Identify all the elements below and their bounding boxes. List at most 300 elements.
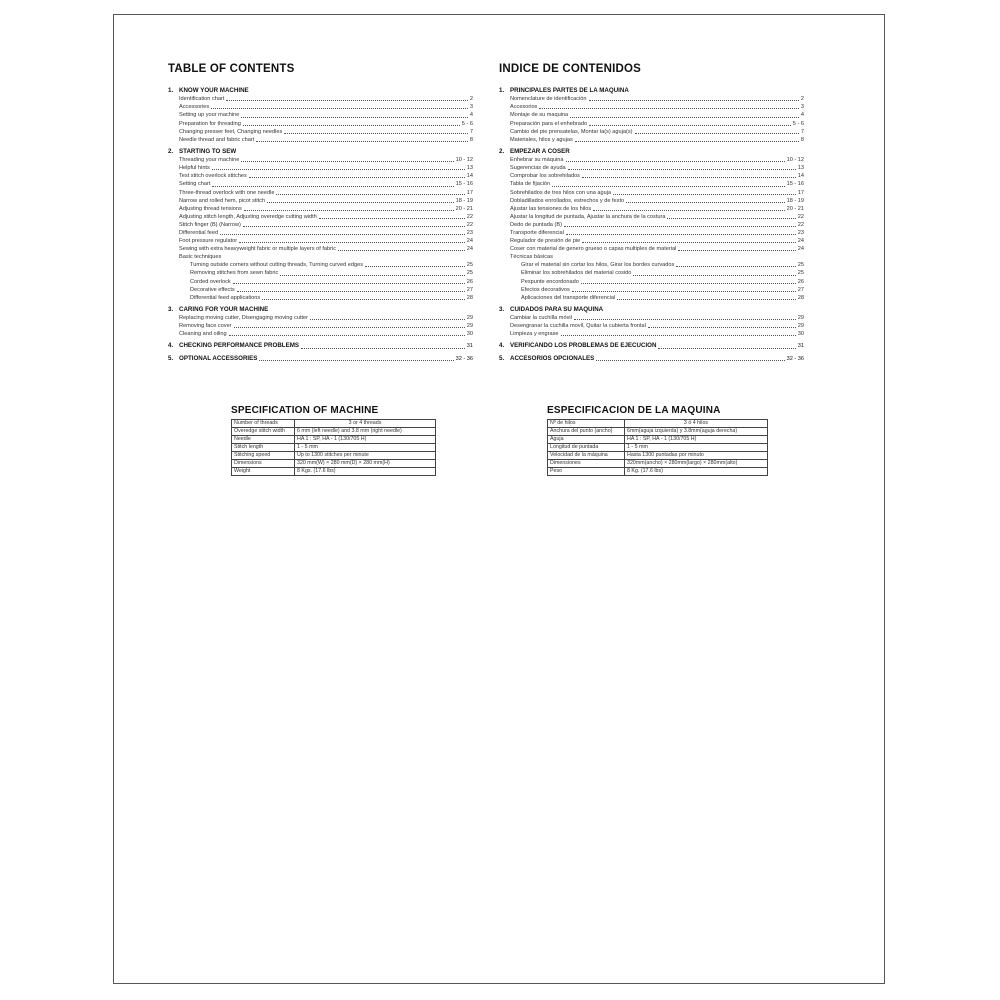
dot-leader (539, 108, 799, 109)
manual-page (113, 14, 885, 984)
toc-entry (168, 213, 473, 221)
dot-leader (581, 283, 796, 284)
entry-label: Three-thread overlock with one needle (179, 189, 275, 196)
dot-leader (267, 202, 453, 203)
toc-entry (168, 269, 473, 277)
entry-page: 25 (466, 270, 473, 277)
entry-label: Narrow and rolled hem, picot stitch (179, 197, 266, 204)
entry-label: Dedo de puntada (B) (510, 221, 562, 228)
entry-page: 29 (466, 323, 473, 330)
entry-page: 26 (797, 278, 804, 285)
entry-label: Sewing with extra heavyweight fabric or multiple layers of fabric (179, 246, 337, 253)
spec-key: Overedge stitch width (232, 428, 295, 436)
entry-label: Ajustar la longitud de puntada, Ajustar la anchura de la costura (510, 213, 666, 220)
toc-entry (168, 172, 473, 180)
entry-page: 14 (466, 173, 473, 180)
dot-leader (241, 161, 453, 162)
toc-section (168, 148, 473, 302)
section-label: OPTIONAL ACCESSORIES (179, 354, 258, 362)
section-title (499, 148, 804, 156)
entry-page: 7 (469, 128, 473, 135)
toc-section-line (499, 355, 804, 363)
entry-label: Changing presser feet, Changing needles (179, 128, 283, 135)
spec-row (548, 452, 768, 460)
entry-page: 3 (800, 104, 804, 111)
entry-page: 14 (797, 173, 804, 180)
entry-label: Accessories (179, 104, 210, 111)
toc-entry (168, 237, 473, 245)
entry-page: 4 (469, 112, 473, 119)
dot-leader (338, 250, 465, 251)
dot-leader (280, 275, 464, 276)
toc-entry (168, 245, 473, 253)
toc-section-line (168, 355, 473, 363)
entry-page: 24 (797, 238, 804, 245)
spec-key: Nº de hilos (548, 420, 625, 428)
spec-row (232, 436, 436, 444)
entry-label: Transporte diferencial (510, 230, 564, 236)
entry-label: Aplicaciones del transporte diferencial (521, 294, 616, 301)
spec-value: 6mm(aguja izquierda) y 3.8mm(aguja derecha) (625, 428, 768, 436)
section-title (168, 306, 473, 314)
dot-leader (212, 186, 453, 187)
toc-entry (499, 111, 804, 119)
spec-row (232, 452, 436, 460)
toc-entry (499, 229, 804, 237)
entry-label: Basic techniques (179, 254, 222, 261)
entry-page: 22 (797, 221, 804, 228)
entry-label: Ajustar las tensiones de los hilos (510, 205, 592, 212)
section-number: 4. (499, 342, 505, 350)
dot-leader (574, 319, 796, 320)
entry-label: Replacing moving cutter, Disengaging moving cutter (179, 315, 309, 322)
dot-leader (566, 234, 796, 235)
spec-key: Dimensions (232, 460, 295, 468)
section-number: 2. (499, 147, 505, 155)
entry-label: Needle thread and fabric chart (179, 136, 255, 143)
toc-entry (499, 286, 804, 294)
spec-value: Up to 1300 stitches per minute (295, 452, 436, 460)
entry-page: 32 - 36 (455, 355, 473, 362)
spec-table (231, 419, 436, 476)
section-number: 1. (499, 87, 505, 94)
entry-label: Materiales, hilos y agujas (510, 136, 573, 143)
entry-page: 27 (797, 286, 804, 293)
toc-entry (499, 197, 804, 205)
entry-label: Differential feed (179, 230, 219, 236)
spec-key: Stitch length (232, 444, 295, 452)
entry-label: Nomenclature de identificación (510, 96, 587, 103)
entry-label: Removing stitches from sewn fabric (190, 270, 279, 277)
entry-label: Threading your machine (179, 157, 240, 164)
toc-entry (168, 136, 473, 144)
entry-label: Corded overlock (190, 278, 231, 285)
entry-label: Sugerencias de ayuda (510, 165, 566, 172)
dot-leader (593, 210, 784, 211)
toc-section-line (168, 342, 473, 350)
dot-leader (648, 327, 796, 328)
spec-row (548, 444, 768, 452)
dot-leader (678, 250, 795, 251)
dot-leader (211, 108, 468, 109)
entry-label: Foot pressure regulator (179, 238, 238, 245)
toc-entry (168, 95, 473, 103)
spec-value: 3 ó 4 hilos (625, 420, 768, 428)
toc-entry (168, 180, 473, 188)
toc-entry (168, 330, 473, 338)
toc-entry (499, 253, 804, 261)
spec-row (232, 444, 436, 452)
spec-value: HA 1 : SP, HA - 1 (130/705 H) (625, 436, 768, 444)
toc-entry (499, 322, 804, 330)
dot-leader (237, 291, 465, 292)
toc-entry (168, 322, 473, 330)
entry-page: 30 (466, 331, 473, 338)
section-number: 3. (499, 305, 505, 313)
spec-value: 1 - 5 mm (625, 444, 768, 452)
section-number: 5. (499, 354, 505, 362)
dot-leader (301, 348, 465, 349)
spec-row (548, 468, 768, 476)
entry-page: 31 (797, 343, 804, 350)
toc-section-line (499, 342, 804, 350)
dot-leader (572, 291, 796, 292)
toc-entry (499, 314, 804, 322)
entry-label: Identification chart (179, 96, 225, 103)
dot-leader (262, 299, 465, 300)
section-number: 4. (168, 342, 174, 350)
toc-entry (168, 156, 473, 164)
entry-page: 5 - 6 (792, 120, 804, 127)
entry-page: 29 (797, 315, 804, 322)
entry-page: 28 (797, 294, 804, 301)
dot-leader (676, 266, 796, 267)
toc-entry (499, 278, 804, 286)
entry-page: 3 (469, 104, 473, 111)
dot-leader (658, 348, 795, 349)
dot-leader (310, 319, 465, 320)
entry-label: Montaje de su maquina (510, 112, 569, 119)
toc-entry (168, 164, 473, 172)
toc-entry (499, 330, 804, 338)
entry-label: Cambio del pie prensatelas, Montar la(s) aguja(s) (510, 128, 633, 135)
section-label: EMPEZAR A COSER (510, 147, 570, 155)
entry-page: 25 (466, 262, 473, 269)
spec-key: Dimensiones (548, 460, 625, 468)
entry-page: 24 (466, 246, 473, 253)
entry-page: 5 - 6 (461, 120, 473, 127)
section-title (499, 87, 804, 95)
spec-key: Needle (232, 436, 295, 444)
toc-entry (168, 229, 473, 237)
spec-row (548, 460, 768, 468)
toc-entry (168, 286, 473, 294)
toc-english (168, 63, 473, 367)
toc-section (168, 87, 473, 144)
section-label: CARING FOR YOUR MACHINE (179, 305, 269, 313)
entry-page: 17 (797, 189, 804, 196)
toc-entry (168, 294, 473, 302)
spec-row (232, 428, 436, 436)
entry-label: Preparation for threading (179, 120, 241, 127)
toc-section (499, 306, 804, 339)
entry-label: Sobrehilados de tres hilos con una aguja (510, 189, 612, 196)
entry-label: Differential feed applications (190, 294, 261, 301)
dot-leader (243, 125, 460, 126)
spec-heading: SPECIFICATION OF MACHINE (231, 405, 379, 416)
dot-leader (564, 226, 796, 227)
dot-leader (566, 161, 785, 162)
entry-page: 18 - 19 (786, 197, 804, 204)
section-number: 1. (168, 87, 174, 94)
dot-leader (239, 242, 465, 243)
entry-label: Adjusting thread tensions (179, 205, 242, 212)
spec-row (548, 436, 768, 444)
toc-section (499, 148, 804, 302)
toc-entry (168, 278, 473, 286)
entry-label: Pespunte encordonado (521, 278, 579, 285)
toc-entry (499, 261, 804, 269)
dot-leader (365, 266, 465, 267)
toc-entry (499, 205, 804, 213)
spec-heading: ESPECIFICACION DE LA MAQUINA (547, 405, 721, 416)
entry-page: 29 (466, 315, 473, 322)
entry-page: 22 (466, 213, 473, 220)
toc-entry (168, 103, 473, 111)
section-number: 3. (168, 305, 174, 313)
toc-entry (499, 189, 804, 197)
entry-label: Girar el material sin cortar los hilos, Girar los bordes curvados (521, 262, 675, 269)
spec-key: Number of threads (232, 420, 295, 428)
dot-leader (276, 194, 464, 195)
entry-page: 13 (797, 165, 804, 172)
section-label: CUIDADOS PARA SU MAQUINA (510, 305, 604, 313)
entry-page: 23 (797, 230, 804, 236)
entry-label: Dobladillados enrollados, estrechos y de festo (510, 197, 625, 204)
spec-row (232, 420, 436, 428)
spec-value: 320 mm(W) × 280 mm(D) × 280 mm(H) (295, 460, 436, 468)
dot-leader (259, 360, 453, 361)
dot-leader (233, 283, 465, 284)
entry-label: Limpieza y engrase (510, 331, 559, 338)
toc-heading: INDICE DE CONTENIDOS (499, 63, 642, 75)
entry-page: 8 (800, 136, 804, 143)
section-label: CHECKING PERFORMANCE PROBLEMS (179, 342, 299, 350)
spec-key: Weight (232, 468, 295, 476)
spec-value: 8 Kg. (17.6 lbs) (625, 468, 768, 476)
entry-page: 25 (797, 262, 804, 269)
toc-entry (499, 103, 804, 111)
dot-leader (582, 177, 796, 178)
entry-label: Coser con material de genero grueso o capas multiples de material (510, 246, 677, 253)
dot-leader (243, 226, 465, 227)
entry-label: Eliminar los sobrehilados del material cosido (521, 270, 632, 277)
entry-page: 7 (800, 128, 804, 135)
toc-entry (168, 253, 473, 261)
toc-entry (499, 136, 804, 144)
entry-label: Removing face cover (179, 323, 232, 330)
toc-entry (499, 172, 804, 180)
toc-entry (499, 245, 804, 253)
entry-page: 29 (797, 323, 804, 330)
dot-leader (284, 133, 468, 134)
entry-page: 2 (469, 96, 473, 103)
toc-entry (168, 111, 473, 119)
entry-label: Tabla de fijación (510, 181, 551, 188)
dot-leader (244, 210, 454, 211)
section-title (168, 87, 473, 95)
toc-entry (499, 269, 804, 277)
entry-label: Desengranar la cuchilla movil, Quitar la cubierta frontal (510, 323, 646, 330)
entry-page: 22 (797, 213, 804, 220)
entry-page: 31 (466, 343, 473, 350)
entry-page: 32 - 36 (786, 355, 804, 362)
entry-page: 15 - 16 (786, 181, 804, 188)
spec-key: Longitud de puntada (548, 444, 625, 452)
spec-value: 1 - 5 mm (295, 444, 436, 452)
spec-key: Stitching speed (232, 452, 295, 460)
section-label: STARTING TO SEW (179, 147, 237, 155)
dot-leader (234, 327, 465, 328)
toc-spanish (499, 63, 804, 367)
entry-page: 20 - 21 (455, 205, 473, 212)
dot-leader (249, 177, 465, 178)
entry-page: 20 - 21 (786, 205, 804, 212)
dot-leader (552, 186, 784, 187)
spec-value: Hasta 1300 puntadas por minuto (625, 452, 768, 460)
entry-page: 4 (800, 112, 804, 119)
entry-page: 15 - 16 (455, 181, 473, 188)
entry-label: Regulador de presión de pie (510, 238, 581, 245)
entry-label: Comprobar los sobrehilados (510, 173, 580, 180)
section-number: 5. (168, 354, 174, 362)
entry-label: Decorative effects (190, 286, 235, 293)
spec-value: 8 Kgs. (17.6 lbs) (295, 468, 436, 476)
toc-heading: TABLE OF CONTENTS (168, 63, 295, 75)
section-label: VERIFICANDO LOS PROBLEMAS DE EJECUCION (510, 342, 657, 350)
spec-value: 3 or 4 threads (295, 420, 436, 428)
dot-leader (256, 141, 468, 142)
spec-row (548, 428, 768, 436)
entry-page: 13 (466, 165, 473, 172)
entry-label: Cambiar la cuchilla móvil (510, 315, 572, 322)
entry-label: Enhebrar su máquina (510, 157, 564, 164)
entry-label: Cleaning and oiling (179, 331, 227, 338)
entry-page: 30 (797, 331, 804, 338)
toc-sections (168, 87, 473, 363)
spec-row (548, 420, 768, 428)
spec-key: Anchura del punto (ancho) (548, 428, 625, 436)
entry-page: 8 (469, 136, 473, 143)
section-title (499, 306, 804, 314)
entry-page: 17 (466, 189, 473, 196)
entry-label: Turning outside corners without cutting threads, Turning curved edges (190, 262, 363, 269)
entry-page: 10 - 12 (786, 157, 804, 164)
dot-leader (561, 335, 796, 336)
toc-sections (499, 87, 804, 363)
dot-leader (229, 335, 465, 336)
dot-leader (319, 218, 465, 219)
toc-entry (168, 128, 473, 136)
spec-key: Peso (548, 468, 625, 476)
entry-label: Efectos decorativos (521, 286, 570, 293)
entry-label: Test stitch overlock stitches (179, 173, 247, 180)
toc-entry (168, 221, 473, 229)
spec-table (547, 419, 768, 476)
toc-entry (168, 314, 473, 322)
section-title (168, 148, 473, 156)
toc-entry (168, 189, 473, 197)
dot-leader (617, 299, 796, 300)
toc-entry (499, 237, 804, 245)
dot-leader (613, 194, 796, 195)
entry-page: 27 (466, 286, 473, 293)
entry-label: Preparación para el enhebrado (510, 120, 588, 127)
toc-entry (499, 156, 804, 164)
spec-row (232, 468, 436, 476)
entry-page: 25 (797, 270, 804, 277)
spec-spanish (547, 405, 768, 476)
toc-entry (499, 221, 804, 229)
dot-leader (589, 125, 791, 126)
dot-leader (212, 169, 465, 170)
toc-entry (168, 205, 473, 213)
toc-entry (499, 95, 804, 103)
entry-label: Técnicas básicas (510, 254, 553, 261)
entry-page: 28 (466, 294, 473, 301)
toc-entry (499, 120, 804, 128)
dot-leader (220, 234, 465, 235)
toc-entry (168, 120, 473, 128)
entry-page: 2 (800, 96, 804, 103)
dot-leader (596, 360, 784, 361)
entry-page: 24 (797, 246, 804, 253)
entry-page: 18 - 19 (455, 197, 473, 204)
entry-label: Helpful hints (179, 165, 210, 172)
spec-value: 320mm(ancho) × 280mm(largo) × 280mm(alto) (625, 460, 768, 468)
dot-leader (635, 133, 799, 134)
toc-entry (499, 213, 804, 221)
entry-page: 22 (466, 221, 473, 228)
toc-entry (168, 261, 473, 269)
dot-leader (582, 242, 795, 243)
spec-row (232, 460, 436, 468)
dot-leader (226, 100, 467, 101)
entry-label: Adjusting stitch length, Adjusting overedge cutting width (179, 213, 317, 220)
dot-leader (241, 117, 468, 118)
spec-value: 6 mm (left needle) and 3.8 mm (right needle) (295, 428, 436, 436)
entry-page: 23 (466, 230, 473, 236)
dot-leader (575, 141, 799, 142)
dot-leader (568, 169, 796, 170)
section-label: KNOW YOUR MACHINE (179, 87, 249, 94)
toc-entry (499, 294, 804, 302)
toc-entry (499, 128, 804, 136)
toc-entry (499, 164, 804, 172)
spec-value: HA 1 : SP, HA - 1 (130/705 H) (295, 436, 436, 444)
dot-leader (667, 218, 795, 219)
section-number: 2. (168, 147, 174, 155)
toc-entry (499, 180, 804, 188)
dot-leader (589, 100, 799, 101)
spec-key: Aguja (548, 436, 625, 444)
spec-english (231, 405, 436, 476)
section-label: ACCESORIOS OPCIONALES (510, 354, 595, 362)
spec-key: Velocidad de la máquina (548, 452, 625, 460)
toc-section (499, 87, 804, 144)
section-label: PRINCIPALES PARTES DE LA MAQUINA (510, 87, 629, 94)
entry-page: 26 (466, 278, 473, 285)
